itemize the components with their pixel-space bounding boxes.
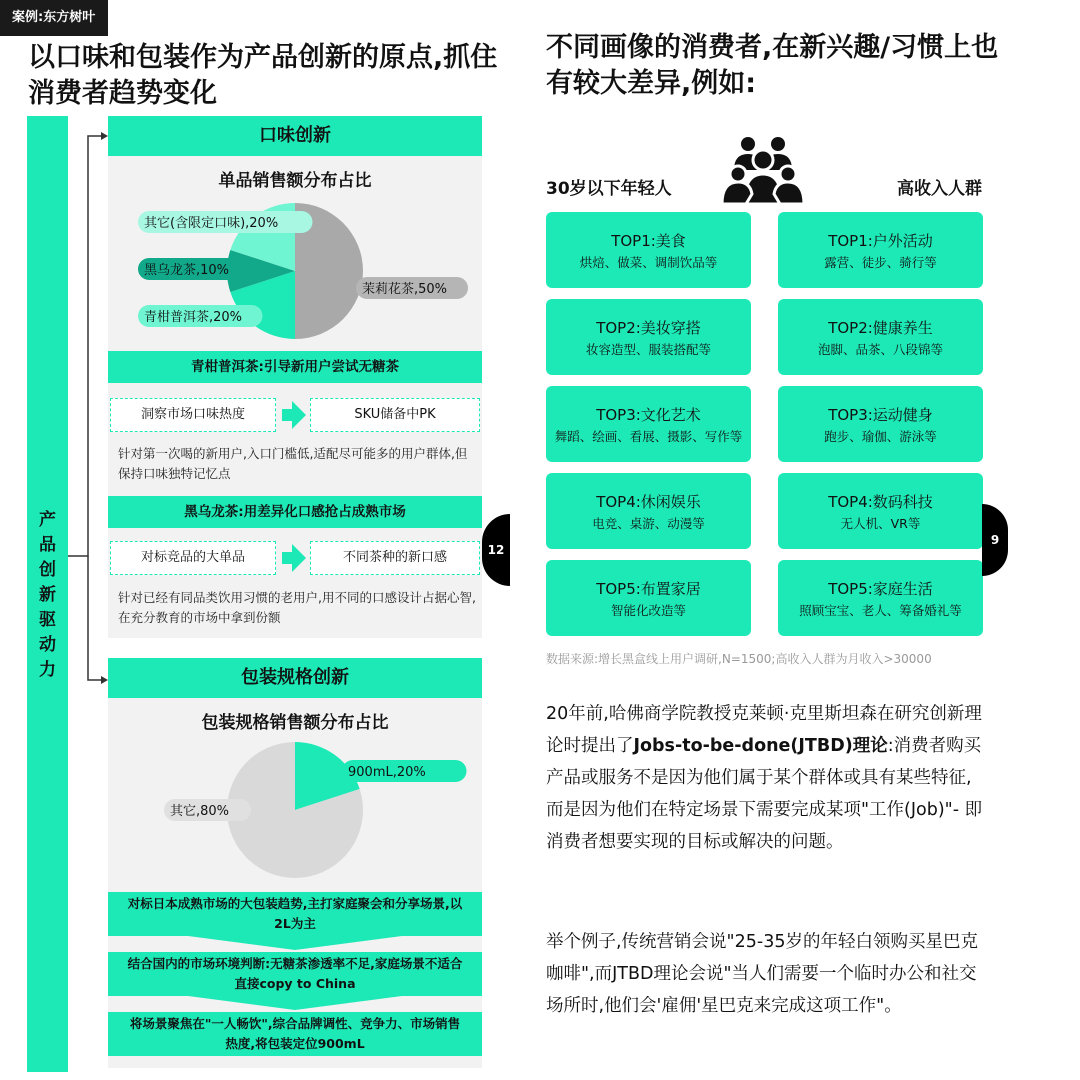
packaging-step2: 结合国内的市场环境判断:无糖茶渗透率不足,家庭场景不适合直接copy to China [108,952,482,996]
packaging-step3: 将场景聚焦在"一人畅饮",综合品牌调性、竞争力、市场销售热度,将包装定位900mL [108,1012,482,1056]
step-chevron [108,996,482,1010]
group-right-label: 高收入人群 [897,179,982,199]
card-title: TOP3:运动健身 [828,406,933,424]
label-qinggan [138,305,263,327]
card-subtitle: 烘焙、做菜、调制饮品等 [579,255,718,270]
label-oolong [138,258,250,280]
card-title: TOP2:美妆穿搭 [596,319,701,337]
section2-box-left: 对标竞品的大单品 [110,541,276,575]
arrow-right-icon [282,544,306,572]
case-tag: 案例:东方树叶 [0,0,108,36]
card-title: TOP4:数码科技 [828,493,933,511]
young-card-1 [546,212,751,288]
rich-card-1 [778,212,983,288]
card-subtitle: 跑步、瑜伽、游泳等 [824,429,937,444]
jtbd-highlight: Jobs-to-be-done(JTBD)理论 [633,736,888,756]
card-title: TOP2:健康养生 [828,319,933,337]
card-subtitle: 泡脚、品茶、八段锦等 [817,342,943,357]
paragraph-1 [546,698,986,858]
pie-label: 900mL,20% [348,765,426,780]
rich-card-3 [778,386,983,462]
group-left-label: 30岁以下年轻人 [546,179,672,199]
section1-text: 针对第一次喝的新用户,入口门槛低,适配尽可能多的用户群体,但保持口味独特记忆点 [118,446,468,481]
label-900ml [342,760,467,782]
section1-box-left: 洞察市场口味热度 [110,398,276,432]
section2-text: 针对已经有同品类饮用习惯的老用户,用不同的口感设计占据心智,在充分教育的市场中拿到份额 [118,590,476,625]
people-group-icon [722,130,804,206]
section2-box-right: 不同茶种的新口感 [310,541,480,575]
pie-label: 青柑普洱茶,20% [144,310,243,325]
vertical-label: 产 品 创 新 驱 动 力 [39,510,56,680]
pie-label: 其它,80% [170,804,230,819]
label-other-pack [164,799,251,821]
right-title: 不同画像的消费者,在新兴趣/习惯上也有较大差异,例如: [546,32,999,99]
pie-label: 黑乌龙茶,10% [144,263,230,278]
card-subtitle: 智能化改造等 [610,603,686,618]
label-jasmine [356,277,468,299]
card-subtitle: 照顾宝宝、老人、筹备婚礼等 [799,603,962,618]
card-title: TOP1:户外活动 [828,232,933,250]
young-card-3 [546,386,751,462]
paragraph-2: 举个例子,传统营销会说"25-35岁的年轻白领购买星巴克咖啡",而JTBD理论会说"当人们需要一个临时办公和社交场所时,他们会'雇佣'星巴克来完成这项工作"。 [546,932,978,1016]
left-title: 以口味和包装作为产品创新的原点,抓住消费者趋势变化 [28,42,498,109]
rich-card-2 [778,299,983,375]
packaging-pie-chart [108,738,482,888]
flavor-chart-title: 单品销售额分布占比 [218,171,372,191]
section2-band: 黑乌龙茶:用差异化口感抢占成熟市场 [108,496,482,528]
card-title: TOP5:布置家居 [596,580,701,598]
rich-card-5 [778,560,983,636]
packaging-chart-title: 包装规格销售额分布占比 [201,713,389,733]
packaging-band-title: 包装规格创新 [108,658,482,698]
section1-band: 青柑普洱茶:引导新用户尝试无糖茶 [108,351,482,383]
packaging-step1: 对标日本成熟市场的大包装趋势,主打家庭聚会和分享场景,以2L为主 [108,892,482,936]
young-card-5 [546,560,751,636]
arrow-right-icon [282,401,306,429]
step-chevron [108,936,482,950]
card-subtitle: 无人机、VR等 [840,516,921,531]
pie-label: 茉莉花茶,50% [362,282,448,297]
page-number-left: 12 [482,514,510,586]
young-card-4 [546,473,751,549]
connector-arrows [68,120,110,690]
flavor-pie-chart [108,196,482,346]
young-card-2 [546,299,751,375]
card-subtitle: 舞蹈、绘画、看展、摄影、写作等 [554,429,743,444]
card-title: TOP5:家庭生活 [828,580,933,598]
label-other [138,211,313,233]
section1-box-right: SKU储备中PK [310,398,480,432]
paragraph-1-text-end: :消费者购买产品或服务不是因为他们属于某个群体或具有某些特征, 而是因为他们在特定场景下需要完成某项"工作(Job)"- 即消费者想要实现的目标或解决的问题。 [546,736,983,852]
card-title: TOP3:文化艺术 [596,406,701,424]
card-title: TOP4:休闲娱乐 [596,493,701,511]
card-subtitle: 露营、徒步、骑行等 [824,255,937,270]
flavor-band-title: 口味创新 [108,116,482,156]
card-subtitle: 电竞、桌游、动漫等 [592,516,705,531]
rich-card-4 [778,473,983,549]
card-subtitle: 妆容造型、服装搭配等 [585,342,711,357]
card-title: TOP1:美食 [611,232,686,250]
data-source: 数据来源:增长黑盒线上用户调研,N=1500;高收入人群为月收入>30000 [546,652,932,666]
page-number-right: 9 [982,504,1008,576]
paragraph-1-text: 20年前,哈佛商学院教授克莱顿·克里斯坦森在研究创新理论时提出了 [546,704,982,756]
pie-label: 其它(含限定口味),20% [144,216,279,231]
